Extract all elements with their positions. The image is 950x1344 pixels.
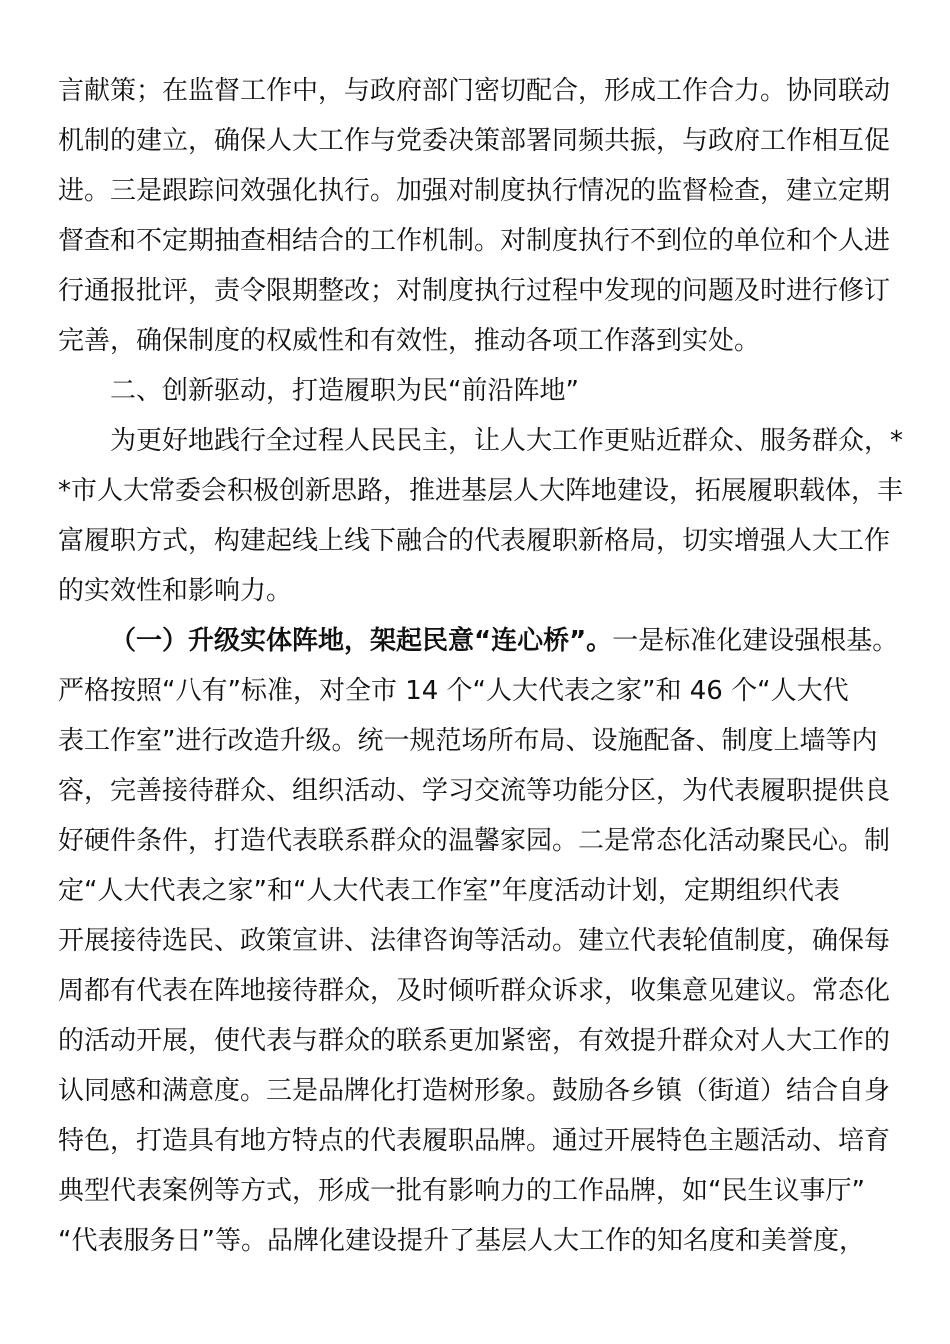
paragraph-2 (58, 416, 904, 616)
text-line (58, 616, 899, 666)
text-line: 典型代表案例等方式，形成一批有影响力的工作品牌，如“民生议事厅” (58, 1176, 865, 1206)
text-line: 完善，确保制度的权威性和有效性，推动各项工作落到实处。 (58, 326, 761, 356)
text-line: “代表服务日”等。品牌化建设提升了基层人大工作的知名度和美誉度， (58, 1226, 865, 1256)
text-line: 为更好地践行全过程人民民主，让人大工作更贴近群众、服务群众，* (110, 426, 904, 456)
text-line: 周都有代表在阵地接待群众，及时倾听群众诉求，收集意见建议。常态化 (58, 976, 891, 1006)
document-page (58, 66, 904, 1266)
text-line: *市人大常委会积极创新思路，推进基层人大阵地建设，拓展履职载体，丰 (58, 476, 904, 506)
text-line: 行通报批评，责令限期整改；对制度执行过程中发现的问题及时进行修订 (58, 276, 891, 306)
text-line: 的活动开展，使代表与群众的联系更加紧密，有效提升群众对人大工作的 (58, 1026, 891, 1056)
text-span: 一是标准化建设强根基。 (612, 626, 899, 656)
text-line: 机制的建立，确保人大工作与党委决策部署同频共振，与政府工作相互促 (58, 126, 891, 156)
text-line: 定“人大代表之家”和“人大代表工作室”年度活动计划，定期组织代表 (58, 876, 840, 906)
text-line: 严格按照“八有”标准，对全市 14 个“人大代表之家”和 46 个“人大代 (58, 676, 849, 706)
paragraph-3 (58, 616, 899, 1266)
text-line: 表工作室”进行改造升级。统一规范场所布局、设施配备、制度上墙等内 (58, 726, 878, 756)
text-line: 的实效性和影响力。 (58, 576, 293, 606)
section-heading: 二、创新驱动，打造履职为民“前沿阵地” (110, 376, 579, 406)
text-line: 开展接待选民、政策宣讲、法律咨询等活动。建立代表轮值制度，确保每 (58, 926, 891, 956)
text-line: 特色，打造具有地方特点的代表履职品牌。通过开展特色主题活动、培育 (58, 1126, 891, 1156)
text-line: 认同感和满意度。三是品牌化打造树形象。鼓励各乡镇（街道）结合自身 (58, 1076, 891, 1106)
text-line: 容，完善接待群众、组织活动、学习交流等功能分区，为代表履职提供良 (58, 776, 891, 806)
text-line: 督查和不定期抽查相结合的工作机制。对制度执行不到位的单位和个人进 (58, 226, 891, 256)
text-line: 好硬件条件，打造代表联系群众的温馨家园。二是常态化活动聚民心。制 (58, 826, 891, 856)
paragraph-1 (58, 66, 892, 366)
text-line: 言献策；在监督工作中，与政府部门密切配合，形成工作合力。协同联动 (58, 76, 891, 106)
text-line: 富履职方式，构建起线上线下融合的代表履职新格局，切实增强人大工作 (58, 526, 891, 556)
text-line: 进。三是跟踪问效强化执行。加强对制度执行情况的监督检查，建立定期 (58, 176, 891, 206)
subsection-heading: （一）升级实体阵地，架起民意“连心桥”。 (110, 626, 613, 656)
